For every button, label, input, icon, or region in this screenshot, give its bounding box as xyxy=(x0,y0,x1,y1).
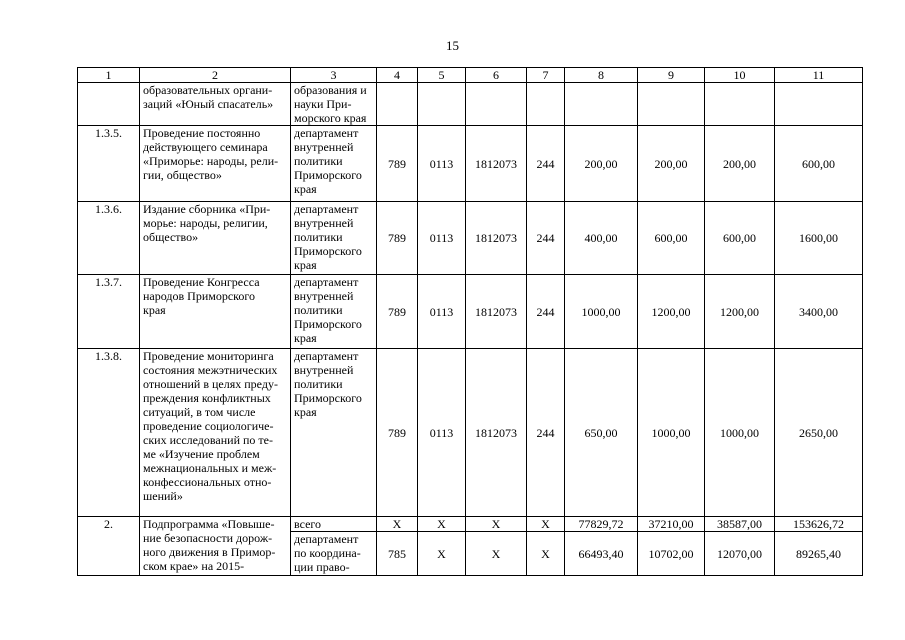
cell-c9 xyxy=(638,83,705,126)
cell-c6: 1812073 xyxy=(466,349,527,517)
activity-name: Проведение мониторинга состояния межэтнических отношений в целях преду- преждения конфликтных ситуаций, в том числе проведение социологиче- ских исследований по те- ме «Изучение проблем межнациональных и меж- конфессиональных отно- шений» xyxy=(140,349,291,517)
table-row xyxy=(78,275,863,349)
cell-c11: 153626,72 xyxy=(775,517,863,532)
executor: департамент по координа- ции право- xyxy=(291,532,377,576)
row-number: 1.3.5. xyxy=(78,126,140,202)
cell-c7: 244 xyxy=(527,202,565,275)
cell-c4 xyxy=(377,83,418,126)
cell-c7: 244 xyxy=(527,126,565,202)
executor: всего xyxy=(291,517,377,532)
cell-c5 xyxy=(418,83,466,126)
executor: департамент внутренней политики Приморского края xyxy=(291,349,377,517)
cell-c11: 1600,00 xyxy=(775,202,863,275)
cell-c11: 600,00 xyxy=(775,126,863,202)
activity-name: Проведение постоянно действующего семинара «Приморье: народы, рели- гии, общество» xyxy=(140,126,291,202)
table-row xyxy=(78,83,863,126)
header-cell: 2 xyxy=(140,68,291,83)
row-number: 1.3.6. xyxy=(78,202,140,275)
table-row xyxy=(78,126,863,202)
cell-c11: 2650,00 xyxy=(775,349,863,517)
cell-c10: 1200,00 xyxy=(705,275,775,349)
page-number: 15 xyxy=(446,38,459,53)
executor: департамент внутренней политики Приморского края xyxy=(291,126,377,202)
cell-c5: 0113 xyxy=(418,349,466,517)
cell-c6 xyxy=(466,83,527,126)
header-cell: 9 xyxy=(638,68,705,83)
cell-c6: 1812073 xyxy=(466,126,527,202)
cell-c8: 400,00 xyxy=(565,202,638,275)
cell-c4: 789 xyxy=(377,126,418,202)
cell-c8: 77829,72 xyxy=(565,517,638,532)
cell-c7: X xyxy=(527,517,565,532)
cell-c4: 789 xyxy=(377,202,418,275)
cell-c5: 0113 xyxy=(418,126,466,202)
cell-c7: X xyxy=(527,532,565,576)
cell-c9: 1200,00 xyxy=(638,275,705,349)
cell-c4: X xyxy=(377,517,418,532)
cell-c5: 0113 xyxy=(418,202,466,275)
row-number: 1.3.8. xyxy=(78,349,140,517)
cell-c11: 89265,40 xyxy=(775,532,863,576)
cell-c8: 66493,40 xyxy=(565,532,638,576)
table-row xyxy=(78,202,863,275)
cell-c5: X xyxy=(418,532,466,576)
cell-c4: 789 xyxy=(377,275,418,349)
cell-c7 xyxy=(527,83,565,126)
header-cell: 8 xyxy=(565,68,638,83)
cell-c6: 1812073 xyxy=(466,202,527,275)
header-cell: 10 xyxy=(705,68,775,83)
header-cell: 3 xyxy=(291,68,377,83)
cell-c6: X xyxy=(466,517,527,532)
executor: департамент внутренней политики Приморского края xyxy=(291,275,377,349)
row-number xyxy=(78,83,140,126)
activity-name: Проведение Конгресса народов Приморского края xyxy=(140,275,291,349)
cell-c7: 244 xyxy=(527,349,565,517)
row-number: 2. xyxy=(78,517,140,576)
cell-c9: 37210,00 xyxy=(638,517,705,532)
executor: департамент внутренней политики Приморского края xyxy=(291,202,377,275)
cell-c10: 38587,00 xyxy=(705,517,775,532)
cell-c9: 600,00 xyxy=(638,202,705,275)
header-cell: 7 xyxy=(527,68,565,83)
budget-table xyxy=(77,67,863,576)
header-cell: 11 xyxy=(775,68,863,83)
activity-name: Издание сборника «При- морье: народы, религии, общество» xyxy=(140,202,291,275)
header-row xyxy=(78,68,863,83)
cell-c6: X xyxy=(466,532,527,576)
cell-c8: 650,00 xyxy=(565,349,638,517)
cell-c8: 1000,00 xyxy=(565,275,638,349)
cell-c4: 789 xyxy=(377,349,418,517)
cell-c9: 200,00 xyxy=(638,126,705,202)
cell-c9: 1000,00 xyxy=(638,349,705,517)
cell-c8 xyxy=(565,83,638,126)
cell-c10: 1000,00 xyxy=(705,349,775,517)
header-cell: 5 xyxy=(418,68,466,83)
cell-c9: 10702,00 xyxy=(638,532,705,576)
cell-c4: 785 xyxy=(377,532,418,576)
cell-c11: 3400,00 xyxy=(775,275,863,349)
row-number: 1.3.7. xyxy=(78,275,140,349)
cell-c5: 0113 xyxy=(418,275,466,349)
header-cell: 1 xyxy=(78,68,140,83)
activity-name: Подпрограмма «Повыше- ние безопасности дорож- ного движения в Примор- ском крае» на 2015- xyxy=(140,517,291,576)
header-cell: 6 xyxy=(466,68,527,83)
header-cell: 4 xyxy=(377,68,418,83)
table-row xyxy=(78,349,863,517)
cell-c6: 1812073 xyxy=(466,275,527,349)
cell-c7: 244 xyxy=(527,275,565,349)
cell-c11 xyxy=(775,83,863,126)
cell-c10: 200,00 xyxy=(705,126,775,202)
activity-name: образовательных органи- заций «Юный спасатель» xyxy=(140,83,291,126)
cell-c10 xyxy=(705,83,775,126)
cell-c5: X xyxy=(418,517,466,532)
executor: образования и науки При- морского края xyxy=(291,83,377,126)
cell-c8: 200,00 xyxy=(565,126,638,202)
cell-c10: 600,00 xyxy=(705,202,775,275)
cell-c10: 12070,00 xyxy=(705,532,775,576)
table-row xyxy=(78,517,863,532)
